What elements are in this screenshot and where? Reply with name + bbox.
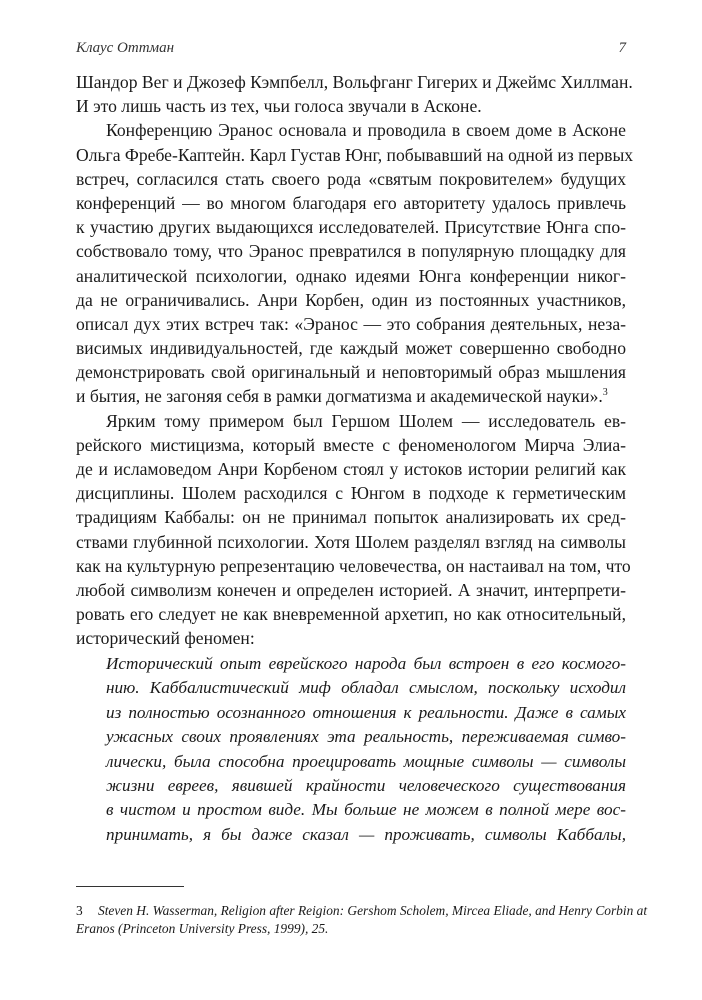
text-line: да не ограничивались. Анри Корбен, один из постоянных участников, [76, 289, 626, 310]
text-line: висимых индивидуальностей, где каждый может совершенно свободно [76, 338, 626, 359]
text-line: Шандор Вег и Джозеф Кэмпбелл, Вольфганг Гигерих и Джеймс Хиллман. [76, 72, 633, 92]
block-quote [106, 652, 626, 847]
text-line: конференций — во многом благодаря его авторитету удалось привлечь [76, 192, 626, 213]
running-head-author: Клаус Оттман [76, 40, 175, 56]
quote-line: ужасных своих проявлениях эта реальность, переживаемая симво- [106, 727, 626, 747]
footnote-line [76, 902, 648, 920]
footnote-number: 3 [76, 903, 83, 918]
quote-line: из полностью осознанного отношения к реальности. Даже в самых [106, 702, 626, 722]
text-line: встреч, согласился стать своего рода «святым покровителем» будущих [76, 168, 626, 189]
text-line-with-footnote: и бытия, не загоняя себя в рамки догматизма и академической науки».$^3$ [76, 386, 608, 407]
quote-line: нию. Каббалистический миф обладал смыслом, поскольку исходил [106, 678, 626, 698]
quote-line: жизни евреев, явившей крайности человеческого существования [106, 775, 626, 795]
quote-line: лически, была способна проецировать мощные символы — символы [106, 751, 626, 771]
text-line: описал дух этих встреч так: «Эранос — это собрания деятельных, неза- [76, 313, 626, 334]
text-line: исторический феномен: [76, 628, 255, 649]
text-line: ровать его следует не как вневременной архетип, но как относительный, [76, 604, 626, 625]
text-line: Конференцию Эранос основала и проводила в своем доме в Асконе [106, 120, 626, 141]
footnote-text: Steven H. Wasserman, Religion after Reigion: Gershom Scholem, Mircea Eliade, and Henry Corbin at [98, 903, 648, 918]
text-line: демонстрировать свой оригинальный и неповторимый образ мышления [76, 362, 626, 383]
text-line: Ярким тому примером был Гершом Шолем — исследователь ев- [106, 410, 626, 431]
text-line: и бытия, не загоняя себя в рамки догматизма и академической науки» [76, 386, 599, 407]
quote-line: принимать, я бы даже сказал — проживать, символы Каббалы, [106, 824, 626, 844]
footnote-reference[interactable]: 3 [602, 387, 608, 399]
main-text [76, 70, 634, 651]
text-line: как на культурную репрезентацию человечества, он настаивал на том, что [76, 555, 631, 576]
text-line: де и исламоведом Анри Корбеном стоял у истоков истории религий как [76, 459, 626, 479]
page-number: 7 [618, 40, 626, 56]
text-line: рейского мистицизма, который вместе с феноменологом Мирча Элиа- [76, 434, 626, 455]
text-line: дисциплины. Шолем расходился с Юнгом в подходе к герметическим [76, 483, 626, 504]
text-line: аналитической психологии, однако идеями Юнга конференции никог- [76, 265, 626, 286]
text-line: любой символизм конечен и определен историей. А значит, интерпрети- [76, 579, 626, 600]
text-line: ствами глубинной психологии. Хотя Шолем разделял взгляд на символы [76, 531, 626, 552]
footnote-line: Eranos (Princeton University Press, 1999), 25. [76, 921, 329, 936]
text-line: И это лишь часть из тех, чьи голоса звучали в Асконе. [76, 96, 482, 117]
footnote-divider [76, 886, 184, 887]
text-line: Ольга Фребе-Каптейн. Карл Густав Юнг, побывавший на одной из первых [76, 144, 634, 165]
quote-line: Исторический опыт еврейского народа был встроен в его космого- [106, 654, 626, 673]
footnote [76, 902, 648, 938]
quote-line: в чистом и простом виде. Мы больше не можем в полной мере вос- [106, 800, 626, 820]
text-line: к участию других выдающихся исследователей. Присутствие Юнга спо- [76, 217, 626, 238]
text-line: собствовало тому, что Эранос превратился в популярную площадку для [76, 241, 626, 262]
text-line: традициям Каббалы: он не принимал попыток анализировать их сред- [76, 507, 626, 528]
